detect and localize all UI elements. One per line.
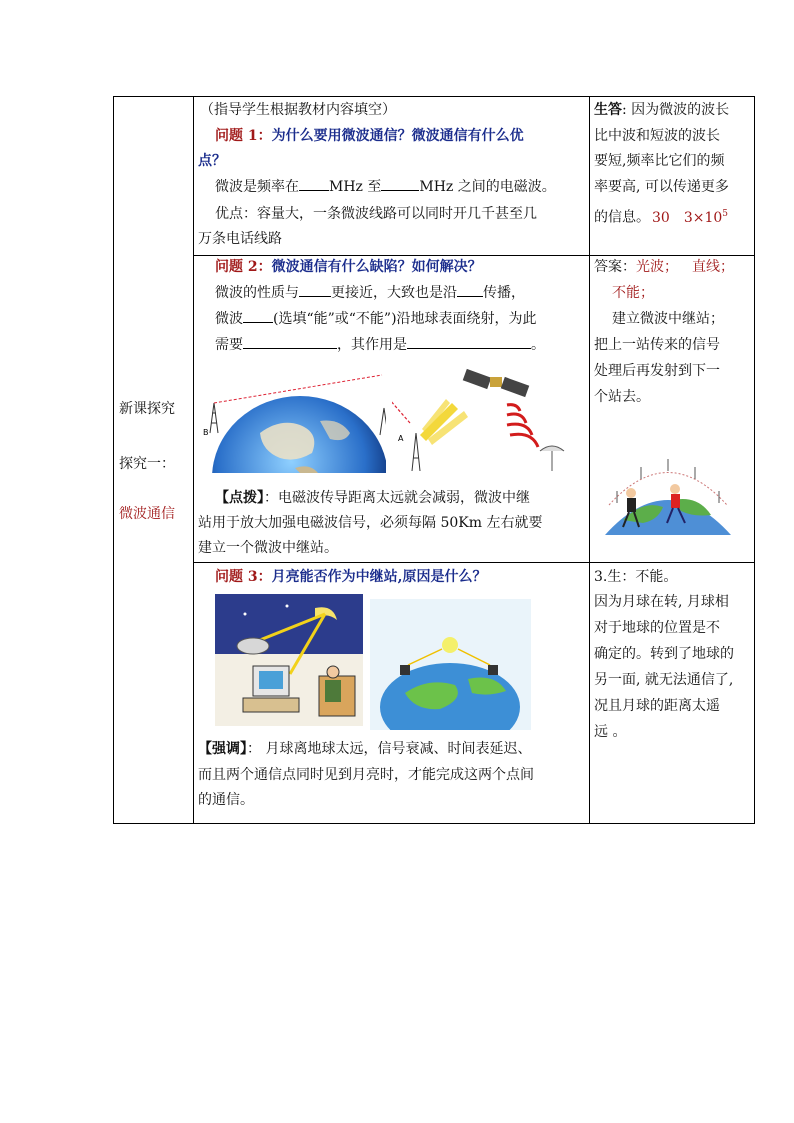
answer-2-l3: 建立微波中继站； [612,311,724,327]
advantage-text-cont: 万条电话线路 [198,231,282,247]
signal-beam-down [507,405,538,447]
answer-3-l7: 远 。 [594,724,627,740]
col-divider-1 [193,97,194,823]
section-label: 新课探究 [119,401,175,417]
answer-2-l6: 个站去。 [594,389,650,405]
fill-relay: 需要 ，其作用是 。 [215,334,545,356]
answer-1-l2: 比中波和短波的波长 [594,128,720,144]
tip-text-l2: 站用于放大加强电磁波信号，必须每隔 50Km 左右就要 [198,515,543,531]
question-3: 问题 3：月亮能否作为中继站,原因是什么？ [215,569,487,585]
ground-tower-icon [412,433,420,471]
runners-on-globe-illustration [603,445,733,543]
answer-3-l2: 因为月球在转, 月球相 [594,594,729,610]
question-1-cont: 点？ [198,153,226,169]
moon-relay-illustration [215,594,363,726]
dish-antenna-icon [540,446,564,471]
advantage-text: 优点：容量大，一条微波线路可以同时开几千甚至几 [215,206,537,222]
subsection-label: 探究一： [119,456,175,472]
fill-diffraction: 微波 (选填“能”或“不能”)沿地球表面绕射，为此 [215,308,537,330]
col-divider-2 [589,97,590,823]
satellite-relay-illustration [392,363,568,473]
tip-text-l3: 建立一个微波中继站。 [198,540,338,556]
svg-text:B: B [203,428,209,437]
earth-moon-illustration [370,599,531,730]
answer-1-l3: 要短,频率比它们的频 [594,153,725,169]
moon-icon [442,637,458,653]
satellite-dish-icon [237,638,269,654]
emphasis-text-l2: 而且两个通信点同时见到月亮时，才能完成这两个点间 [198,767,534,783]
answer-2-l5: 处理后再发射到下一 [594,363,720,379]
tower-b-icon [210,403,218,433]
answer-2-l4: 把上一站传来的信号 [594,337,720,353]
question-2: 问题 2：微波通信有什么缺陷？如何解决？ [215,259,482,275]
fill-frequency: 微波是频率在 MHz 至 MHz 之间的电磁波。 [215,176,556,198]
answer-3-l3: 对于地球的位置是不 [594,620,720,636]
answer-1-l5: 的信息。 30 $3\times 10^5$ [594,209,729,226]
guide-text: （指导学生根据教材内容填空） [200,102,396,118]
fill-property: 微波的性质与 更接近，大致也是沿 传播， [215,282,525,304]
row-divider-2 [193,562,754,563]
answer-3-l5: 另一面, 就无法通信了, [594,672,734,688]
satellite-icon [463,369,530,397]
emphasis-text-l3: 的通信。 [198,792,254,808]
topic-label: 微波通信 [119,506,175,522]
antenna-right-icon [488,665,498,675]
tower-a-icon [380,408,386,435]
answer-3-l6: 况且月球的距离太遥 [594,698,720,714]
globe-icon [605,500,731,535]
svg-text:A: A [398,434,404,443]
question-1: 问题 1：为什么要用微波通信？微波通信有什么优 [215,128,524,144]
tip-text: 【点拨】：电磁波传导距离太远就会减弱，微波中继 [215,490,530,506]
answer-2: 答案：光波； 直线； [594,259,734,275]
signal-beam-up [420,399,468,445]
earth-relay-illustration [200,363,386,473]
answer-2-l2: 不能； [612,285,654,301]
emphasis-text: 【强调】： 月球离地球太远，信号衰减、时间表延迟、 [198,741,532,757]
answer-1: 生答: 因为微波的波长 [594,102,730,118]
antenna-left-icon [400,665,410,675]
answer-3: 3.生：不能。 [594,569,678,585]
answer-1-l4: 率要高, 可以传递更多 [594,179,729,195]
answer-3-l4: 确定的。转到了地球的 [594,646,734,662]
